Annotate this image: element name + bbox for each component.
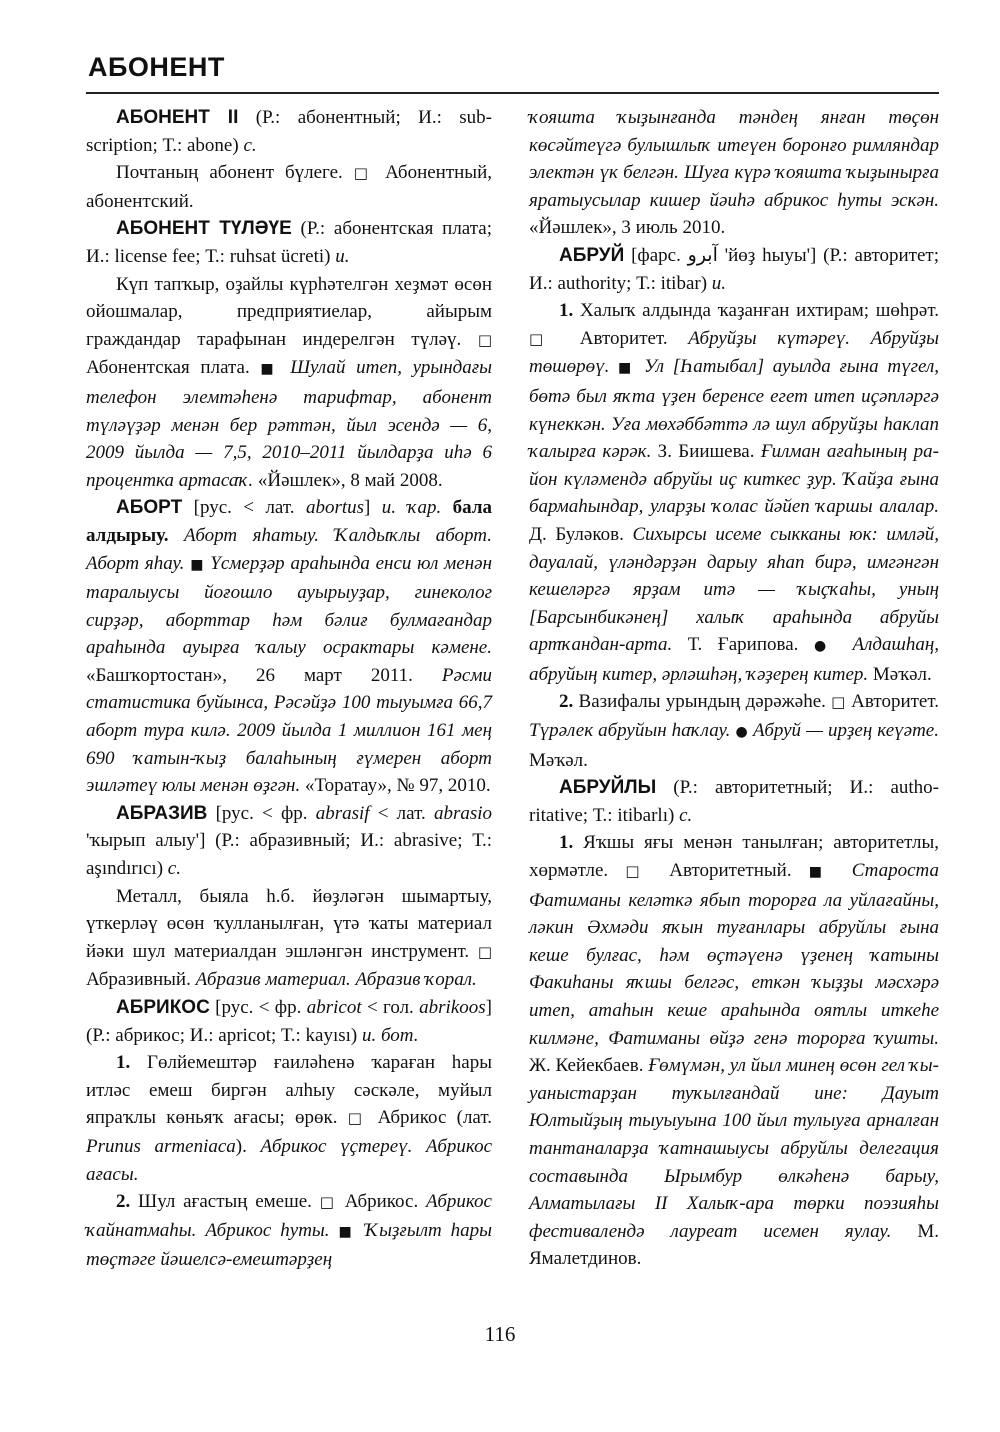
italic-text: Шулай итеп, урындағы телефон элемтәһенә тарифтар, абонент түләүҙәр менән бер рәттән, йыл эсендә — 6, 2009 йылда — 7,5, 2010–2011 йылдарҙа иһә 6 процентка артасаҡ. — [86, 357, 493, 491]
entry-text: ). — [235, 1135, 261, 1157]
italic-text: abrasif — [315, 802, 370, 824]
italic-text: и. — [711, 272, 727, 294]
dictionary-entry — [529, 774, 939, 829]
headword: АБРУЙЛЫ — [559, 777, 657, 799]
italic-text: Түрәлек абруйын һаҡлау. — [529, 720, 731, 742]
italic-text: abortus — [305, 497, 365, 519]
entry-text: Ж. Кейекбаев. — [529, 1055, 649, 1077]
entry-text: Д. Буләков. — [529, 523, 633, 545]
italic-text: Алдашһаң, абруйың китер, әрләшһәң, ҡәҙерең китер. — [529, 634, 939, 685]
sense-number: 2. — [116, 1191, 131, 1213]
proverb-marker-icon: ● — [813, 638, 837, 655]
italic-text: Абруйҙы күтәреү. Абруйҙы төшөрөү. — [529, 327, 939, 378]
entry-text: < гол. — [361, 997, 420, 1018]
headword: АБРАЗИВ — [116, 802, 208, 824]
sense-number: 2. — [559, 691, 574, 713]
entry-text: «Торатау», № 97, 2010. — [300, 775, 491, 797]
italic-text: abrikoos — [419, 997, 486, 1018]
headword: АБРУЙ — [559, 244, 625, 266]
italic-text: Рәсми статистика буйынса, Рәсәйҙә 100 тыуымға 66,7 аборт тура килә. 2009 йылда 1 миллион 161 мең 690 ҡатын-ҡыҙ балаһының ғүмерен аборт эшләтеү юлы менән өҙгән. — [86, 664, 492, 797]
italic-text: Абрикос ҡайнатмаһы. Абрикос һуты. — [86, 1191, 492, 1241]
translation-marker-icon: □ — [347, 1109, 368, 1128]
entry-text: Гөлйемештәр ғаиләһенә ҡараған һары итләс емеш биргән алһыу сәскәле, муйыл япраҡлы көньяҡ ағасы; өрөк. □ Абрикос (лат. — [86, 1052, 492, 1129]
entry-paragraph — [86, 1188, 492, 1274]
entry-text: [фарс. — [624, 244, 688, 266]
dictionary-entry — [86, 215, 492, 270]
dictionary-entry — [86, 104, 492, 159]
example-marker-icon: ■ — [190, 556, 205, 573]
entry-text: [рус. < фр. — [207, 802, 316, 824]
header-rule — [86, 92, 939, 94]
headword: АБОНЕНТ II — [116, 107, 239, 128]
dictionary-entry — [529, 242, 939, 297]
entry-text: ] — [364, 497, 382, 519]
italic-text: с. — [167, 858, 181, 880]
italic-text: с. — [679, 804, 693, 826]
italic-text: abrasio — [433, 802, 493, 824]
entry-text: (Р.: абонентный; И.: subscription; Т.: abone) — [86, 107, 492, 156]
entry-text: Вазифалы урындың дәрәжәһе. □ Авторитет. — [573, 691, 939, 713]
entry-text: Яҡшы яғы менән танылған; авторитетлы, хөрмәтле. □ Авторитетный. ■ — [529, 832, 939, 882]
entry-paragraph — [86, 271, 492, 495]
page-number: 116 — [484, 1322, 516, 1346]
running-head: АБОНЕНТ — [88, 52, 225, 82]
entry-paragraph — [86, 159, 492, 215]
headword: АБРИКОС — [116, 997, 210, 1018]
left-column — [86, 104, 492, 1274]
italic-text: и. бот. — [362, 1024, 419, 1046]
entry-text: (Р.: авторитетный; И.: authoritative; Т.: itibarlı) — [529, 777, 939, 826]
italic-text: с. — [243, 134, 257, 156]
entry-text: Металл, быяла һ.б. йөҙләгән шымартыу, үткерләү өсөн ҡулланылған, үтә ҡаты материал йәки шул материалдан эшләнгән инструмент. □ Абразивный. — [86, 885, 492, 991]
sense-number: 1. — [116, 1052, 131, 1074]
entry-text: Шул ағастың емеше. □ Абрикос. — [130, 1191, 426, 1213]
entry-text: ] (Р.: абрикос; И.: apricot; Т.: kayısı) — [86, 997, 492, 1046]
translation-marker-icon: □ — [353, 164, 375, 183]
entry-text — [730, 720, 753, 741]
entry-text: «Йәшлек», 3 июль 2010. — [529, 217, 726, 239]
italic-text: abricot — [306, 997, 362, 1018]
sense-number: 1. — [559, 300, 574, 322]
italic-text: Prunus armeniaca — [86, 1135, 236, 1157]
italic-text: Ғилман ағаһының район күләмендә абруйы иҫ киткес ҙур. Ҡайҙа ғына бармаһындар, уларҙы ҡолас йәйеп ҡаршы алалар. — [529, 441, 939, 518]
entry-text: «Башҡортостан», 26 март 2011. — [86, 664, 442, 686]
arabic-etymon: آبرو — [687, 244, 718, 266]
dictionary-entry — [86, 800, 492, 883]
entry-paragraph — [529, 104, 939, 242]
italic-text: Ғөмүмән, ул йыл минең өсөн гел ҡыуаныстарҙан туҡылғандай ине: Дауыт Юлтыйҙың тыуыуына 100 йыл тулыуға арналған тантаналарҙа ҡатнашыусы абруйлы делегация составында Ырымбур өлкәһенә барыу, Алматылағы II Халыҡ-ара төрки поэзияһы фестивалендә лауреат исемен яулау. — [529, 1055, 939, 1242]
translation-marker-icon: □ — [477, 330, 492, 349]
entry-text: < лат. — [369, 802, 434, 824]
entry-paragraph — [86, 883, 492, 994]
entry-text: Халыҡ алдында ҡаҙанған ихтирам; шөһрәт. □ Авторитет. — [529, 300, 939, 349]
translation-marker-icon: □ — [529, 329, 560, 348]
example-marker-icon: ■ — [808, 864, 835, 881]
italic-text: Староста Фатиманы келәткә ябып торорға ла уйлағайны, ләкин Әхмәди яҡын туғанлары абруйлы ғына кеше булғас, һәм өҫтәүенә үҙенең ҡатыны Факиһаны яҡшы белгәс, еткән ҡыҙҙы мәсхәрә итеп, атаһын кеше араһында оятлы иткеһе килмәне, Фатиманы өйҙә генә торорға ҡушты. — [529, 860, 939, 1049]
italic-text: Аборт яһатыу. Ҡалдыҡлы аборт. Аборт яһау. — [86, 524, 492, 574]
entry-text: [рус. < фр. — [209, 997, 307, 1018]
italic-text: Ул [Һатыбал] ауылда ғына түгел, бөтә был яҡта үҙен беренсе егет итеп иҫәпләргә күнеккән. Уға мөхәббәттә лә шул абруйҙы һаклап ҡалырға кәрәк. — [529, 356, 940, 463]
headword: АБОНЕНТ ТҮЛӘҮЕ — [116, 218, 292, 240]
entry-text: Почтаның абонент бүлеге. □ Абонентный, абонентский. — [86, 162, 492, 212]
entry-text: М. Ямалетдинов. — [529, 1220, 939, 1270]
dictionary-entry — [86, 994, 492, 1049]
entry-text: (Р.: абонентская плата; И.: license fee; Т.: ruhsat ücreti) — [86, 218, 492, 267]
translation-marker-icon: □ — [477, 942, 492, 961]
entry-text — [184, 553, 210, 574]
entry-text: 'йөҙ һыуы'] (Р.: авторитет; И.: authority; Т.: itibar) — [529, 244, 939, 294]
example-marker-icon: ■ — [260, 361, 280, 378]
entry-paragraph — [86, 1049, 492, 1188]
italic-text: Абрикос үҫтереү. Абрикос ағасы. — [86, 1135, 493, 1185]
italic-text: Сихырсы исеме сыкканы юк: имләй, дауалай, үләндәрҙән дарыу яһап бирә, имгәнгән кешеләргә ярҙам итә — ҡыҫҡаһы, уның [Барсынбикәнең] халыҡ араһында абруйы артҡандан-арта. — [529, 523, 939, 656]
entry-text: Мәҡәл. — [868, 663, 932, 685]
italic-text: ҡояшта ҡыҙынғанда тәндең янған төҫөн көсәйтеүгә булышлыҡ итеүен боронғо римляндар электән үк белгән. Шуға күрә ҡояшта ҡыҙынырға яратыусылар кишер йәиһә абрикос һуты эскән. — [529, 107, 939, 211]
entry-text — [330, 1220, 365, 1241]
sense-number: бала алдырыу. — [86, 497, 492, 546]
italic-text: и. — [335, 245, 350, 267]
italic-text: Абруй — ирҙең кеүәте. — [753, 720, 939, 742]
translation-marker-icon: □ — [625, 862, 653, 881]
entry-paragraph — [529, 829, 939, 1273]
entry-text: Т. Ғарипова. ● — [672, 634, 837, 656]
headword: АБОРТ — [116, 497, 183, 519]
italic-text: Абразив материал. Абразив ҡорал. — [195, 969, 477, 991]
translation-marker-icon: □ — [319, 1193, 337, 1212]
entry-text: З. Биишева. — [651, 441, 761, 463]
proverb-marker-icon: ● — [735, 724, 748, 741]
example-marker-icon: ■ — [618, 360, 636, 377]
italic-text: Ҡыҙғылт һары төҫтәге йәшелсә-емештәрҙең — [86, 1219, 493, 1271]
entry-text: Күп тапҡыр, оҙайлы күрһәтелгән хеҙмәт өсөн ойошмалар, предприятиелар, айырым граждандар тарафынан индерелгән түләү. □ Абонентская плата. ■ — [86, 273, 492, 379]
entry-text: «Йәшлек», 8 май 2008. — [253, 469, 443, 491]
italic-text: и. ҡар. — [381, 497, 442, 519]
right-column — [529, 104, 939, 1273]
italic-text: Үсмерҙәр араһында енси юл менән таралыусы йоғошло ауырыуҙар, гинеколог сирҙәр, аборттар һәм бәлиғ булмағандар араһында ауырға ҡалыу осрактары кәмене. — [86, 552, 493, 659]
sense-number: 1. — [559, 832, 574, 854]
translation-marker-icon: □ — [831, 693, 846, 712]
entry-text: 'ҡырып алыу'] (Р.: абразивный; И.: abrasive; Т.: aşındırıcı) — [86, 830, 492, 880]
entry-paragraph — [529, 688, 939, 774]
entry-text — [609, 356, 644, 377]
entry-paragraph — [529, 297, 939, 688]
entry-text: Мәҡәл. — [529, 749, 588, 771]
dictionary-entry — [86, 494, 492, 800]
entry-text: [рус. < лат. — [182, 497, 306, 519]
example-marker-icon: ■ — [338, 1223, 356, 1240]
